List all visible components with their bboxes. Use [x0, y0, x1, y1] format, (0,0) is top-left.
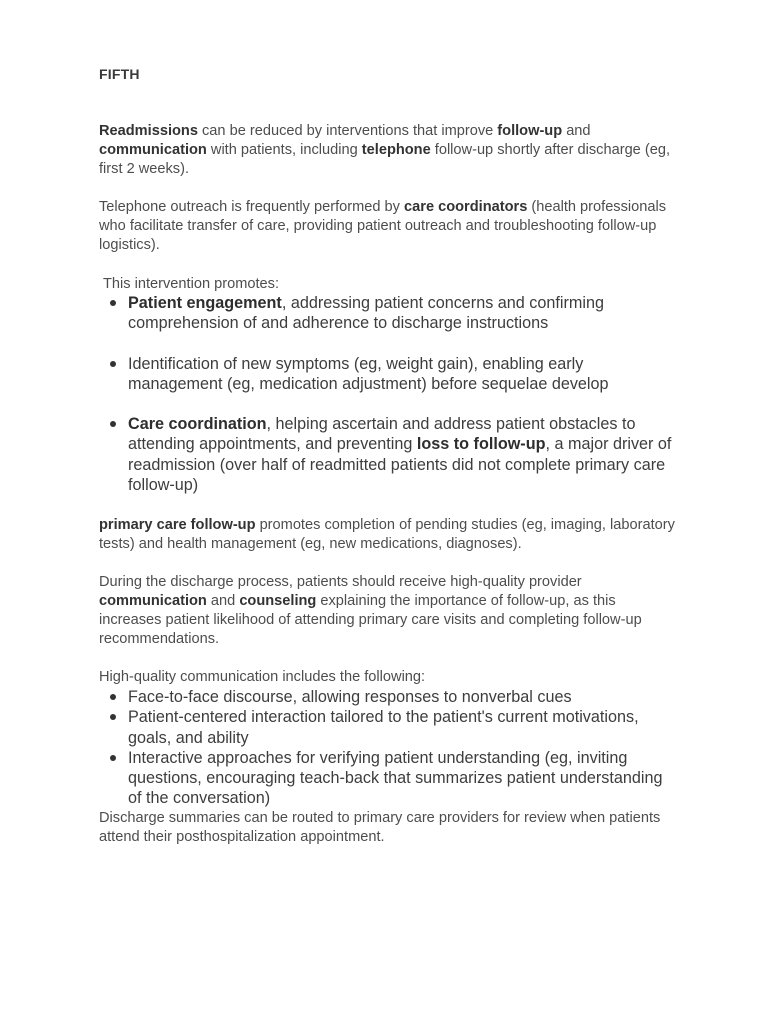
hq-label: High-quality communication includes the following: — [99, 669, 426, 685]
list-item-text: , addressing patient concerns and confirming comprehension of and adherence to discharge instructions — [128, 294, 604, 333]
care-coordination-term: Care coordination — [128, 415, 267, 434]
discharge-text-2: and — [206, 593, 240, 609]
follow-up-term: follow-up — [497, 123, 563, 139]
list-item — [99, 354, 679, 395]
hq-list — [99, 687, 679, 809]
loss-to-follow-up-term: loss to follow-up — [416, 435, 546, 454]
intro-text-3: with patients, including — [206, 142, 362, 158]
primary-care-term: primary care follow-up — [99, 517, 256, 533]
bullet-icon — [110, 300, 116, 306]
bullet-icon — [110, 361, 116, 367]
telephone-text-2: (health professionals who facilitate transfer of care, providing patient outreach and troubleshooting follow-up logistics). — [99, 199, 667, 253]
list-item — [99, 293, 679, 334]
care-coordinators-term: care coordinators — [404, 199, 528, 215]
intro-paragraph — [99, 122, 679, 179]
patient-engagement-term: Patient engagement — [128, 294, 282, 312]
discharge-text-3: explaining the importance of follow-up, as this increases patient likelihood of attending primary care visits and completing follow-up recommendations. — [99, 593, 642, 647]
discharge-text-1: During the discharge process, patients should receive high-quality provider — [99, 574, 582, 590]
list-item — [99, 414, 679, 495]
list-item — [99, 748, 679, 809]
promotes-label: This intervention promotes: — [103, 276, 280, 292]
list-item-text: , a major driver of readmission (over half of readmitted patients did not complete primary care follow-up) — [128, 435, 672, 495]
list-item — [99, 707, 679, 748]
discharge-paragraph — [99, 573, 679, 649]
bullet-icon — [110, 714, 116, 720]
list-item-text: Identification of new symptoms (eg, weight gain), enabling early management (eg, medication adjustment) before sequelae develop — [128, 354, 609, 393]
primary-care-paragraph — [99, 516, 679, 554]
list-item-text: Face-to-face discourse, allowing responses to nonverbal cues — [128, 688, 572, 706]
list-item-text: Interactive approaches for verifying patient understanding (eg, inviting questions, encouraging teach-back that summarizes patient understanding of the conversation) — [128, 748, 663, 808]
intro-text-4: follow-up shortly after discharge (eg, first 2 weeks). — [99, 142, 671, 177]
telephone-paragraph — [99, 198, 679, 255]
telephone-text-1: Telephone outreach is frequently performed by — [99, 199, 405, 215]
list-item-text: Patient-centered interaction tailored to the patient's current motivations, goals, and ability — [128, 708, 639, 747]
list-item-text: , helping ascertain and address patient obstacles to attending appointments, and preventing — [128, 415, 636, 454]
bullet-icon — [110, 755, 116, 761]
communication-term: communication — [99, 593, 207, 609]
readmissions-term: Readmissions — [99, 123, 198, 139]
counseling-term: counseling — [239, 593, 317, 609]
section-heading: FIFTH — [99, 66, 140, 82]
bullet-icon — [110, 421, 116, 427]
promotes-list — [99, 293, 679, 495]
summary-paragraph: Discharge summaries can be routed to primary care providers for review when patients attend their posthospitalization appointment. — [99, 810, 661, 845]
intro-text-1: can be reduced by interventions that improve — [197, 123, 498, 139]
bullet-icon — [110, 694, 116, 700]
list-item — [99, 687, 679, 707]
communication-term: communication — [99, 142, 207, 158]
telephone-term: telephone — [361, 142, 431, 158]
intro-text-2: and — [562, 123, 591, 139]
primary-care-text: promotes completion of pending studies (eg, imaging, laboratory tests) and health management (eg, new medications, diagnoses). — [99, 517, 675, 552]
